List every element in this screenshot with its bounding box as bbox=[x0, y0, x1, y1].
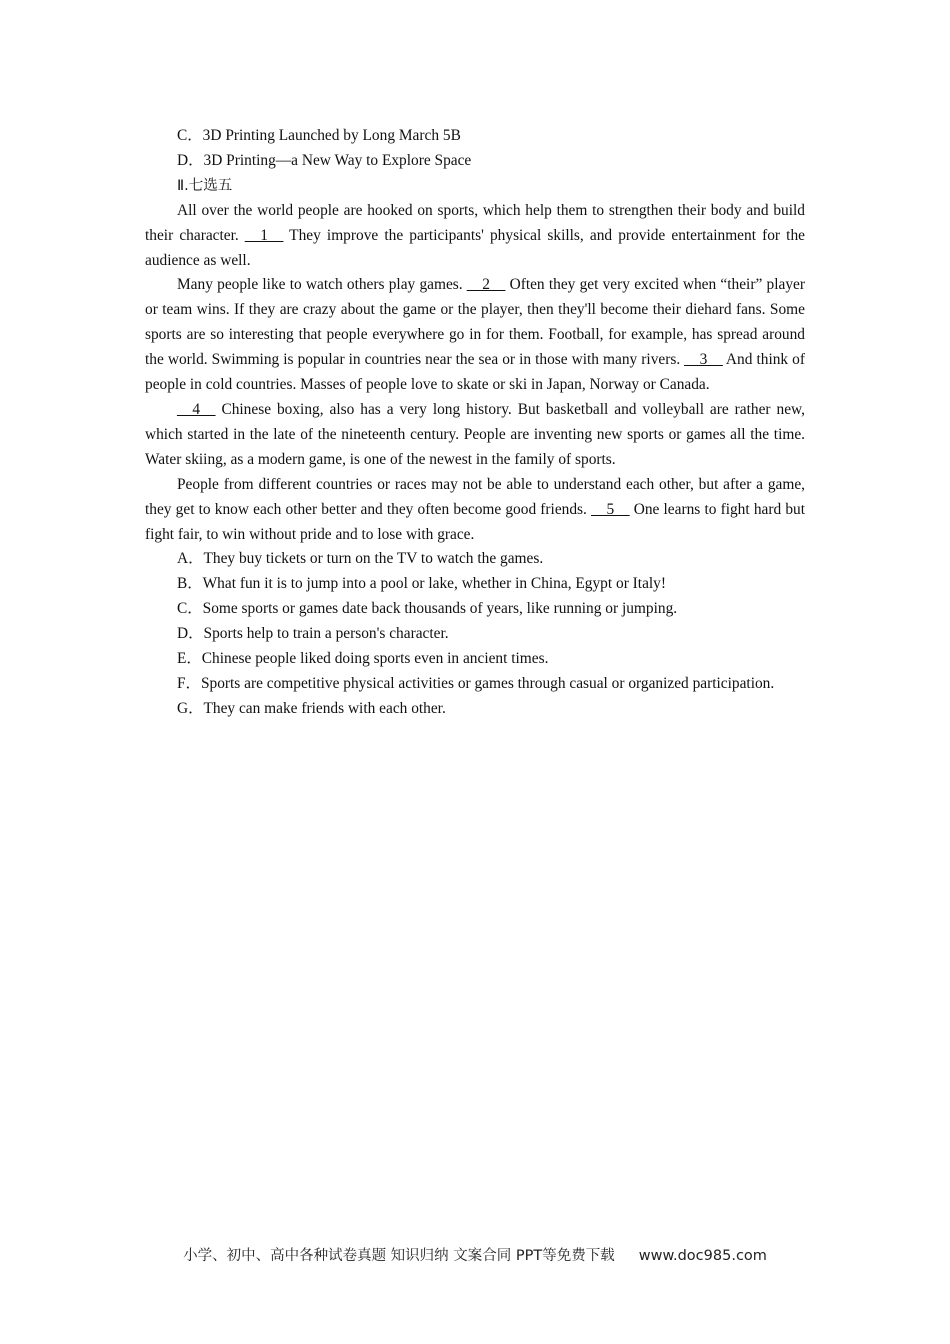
page-footer bbox=[0, 1244, 950, 1265]
p2-text-middle: Often they get very excited when “their” player or team wins. If they are crazy about the game or the player, then they'll become their diehard fans. Some sports are so interesting that people everywhere go in for them. Football, for example, has spread around the world. Swimming is popular in countries near the sea or in those with many rivers. bbox=[145, 276, 805, 369]
p4-text-after: One learns to fight hard but fight fair, to win without pride and to lose with grace. bbox=[145, 500, 805, 543]
blank-1: __1__ bbox=[244, 226, 284, 244]
option-e: E．Chinese people liked doing sports even in ancient times. bbox=[177, 650, 549, 668]
p1-text-before: All over the world people are hooked on sports, which help them to strengthen their body and build their character. bbox=[145, 201, 805, 244]
p3-text-after: Chinese boxing, also has a very long history. But basketball and volleyball are rather new, which started in the late of the nineteenth century. People are inventing new sports or games all the time. Water skiing, as a modern game, is one of the newest in the family of sports. bbox=[145, 400, 805, 468]
section-heading: Ⅱ.七选五 bbox=[177, 177, 233, 194]
passage-paragraph-4 bbox=[145, 473, 805, 548]
blank-5: __5__ bbox=[591, 500, 630, 518]
footer-text: 小学、初中、高中各种试卷真题 知识归纳 文案合同 PPT等免费下载 bbox=[183, 1248, 615, 1264]
blank-4: __4__ bbox=[177, 400, 216, 418]
p1-text-after: They improve the participants' physical skills, and provide entertainment for the audience as well. bbox=[145, 226, 805, 269]
blank-3: __3__ bbox=[684, 351, 723, 369]
p4-text-before: People from different countries or races may not be able to understand each other, but after a game, they get to know each other better and they often become good friends. bbox=[145, 475, 805, 518]
option-a: A．They buy tickets or turn on the TV to watch the games. bbox=[177, 550, 544, 568]
passage-paragraph-1 bbox=[145, 199, 805, 274]
passage-paragraph-3 bbox=[145, 398, 805, 473]
prev-option-c: C．3D Printing Launched by Long March 5B bbox=[177, 127, 461, 144]
p2-text-after: And think of people in cold countries. Masses of people love to skate or ski in Japan, Norway or Canada. bbox=[145, 351, 805, 394]
option-b: B．What fun it is to jump into a pool or lake, whether in China, Egypt or Italy! bbox=[177, 575, 666, 593]
document-content bbox=[145, 124, 805, 722]
p2-text-before: Many people like to watch others play games. bbox=[177, 276, 467, 294]
passage-paragraph-2 bbox=[145, 273, 805, 398]
option-c: C．Some sports or games date back thousands of years, like running or jumping. bbox=[177, 600, 678, 618]
option-f: F．Sports are competitive physical activities or games through casual or organized participation. bbox=[177, 674, 775, 692]
blank-2: __2__ bbox=[466, 276, 506, 294]
option-d: D．Sports help to train a person's character. bbox=[177, 625, 449, 643]
prev-option-d: D．3D Printing—a New Way to Explore Space bbox=[177, 151, 472, 169]
option-g: G．They can make friends with each other. bbox=[177, 699, 446, 717]
footer-site: www.doc985.com bbox=[638, 1248, 767, 1264]
